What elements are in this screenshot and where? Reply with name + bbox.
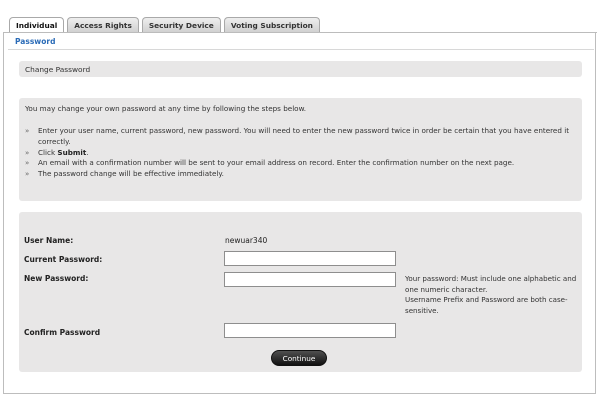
tab-bar xyxy=(9,17,320,33)
tab-access-rights[interactable]: Access Rights xyxy=(67,17,139,33)
section-title: Change Password xyxy=(25,65,91,74)
step-item xyxy=(25,158,575,169)
tab-individual[interactable]: Individual xyxy=(9,17,64,34)
step-item xyxy=(25,169,575,180)
new-password-input[interactable] xyxy=(224,272,396,287)
step-text-bold: Submit xyxy=(57,147,87,157)
confirm-password-input[interactable] xyxy=(224,323,396,338)
bullet-icon: » xyxy=(25,127,30,135)
tab-security-device[interactable]: Security Device xyxy=(142,17,221,33)
step-item xyxy=(25,126,575,148)
tab-voting-subscription[interactable]: Voting Subscription xyxy=(224,17,320,33)
new-password-label: New Password: xyxy=(24,274,89,283)
step-item xyxy=(25,148,575,159)
step-text-suffix: . xyxy=(86,147,89,157)
step-text: Enter your user name, current password, new password. You will need to enter the new password twice in order be certain that you have entered it correctly. xyxy=(38,126,570,146)
bullet-icon: » xyxy=(25,170,30,179)
bullet-icon: » xyxy=(25,148,30,157)
continue-button[interactable]: Continue xyxy=(271,350,327,366)
user-name-value: newuar340 xyxy=(225,236,268,245)
password-hint-case: Username Prefix and Password are both case-sensitive. xyxy=(405,295,568,315)
instructions-panel xyxy=(19,98,582,201)
step-text: The password change will be effective immediately. xyxy=(38,169,224,179)
instructions-steps xyxy=(25,126,575,180)
password-hint xyxy=(405,274,585,316)
subnav-divider xyxy=(8,49,594,50)
section-title-bar xyxy=(19,61,582,77)
current-password-input[interactable] xyxy=(224,251,396,266)
step-text: An email with a confirmation number will be sent to your email address on record. Enter the confirmation number on the next page. xyxy=(38,158,515,168)
password-hint-rule: Your password: Must include one alphabetic and one numeric character. xyxy=(405,274,577,294)
current-password-label: Current Password: xyxy=(24,255,103,264)
user-name-label: User Name: xyxy=(24,236,74,245)
step-text-prefix: Click xyxy=(38,147,58,157)
confirm-password-label: Confirm Password xyxy=(24,328,101,337)
subnav-password-link[interactable]: Password xyxy=(15,37,56,46)
bullet-icon: » xyxy=(25,159,30,168)
instructions-intro: You may change your own password at any time by following the steps below. xyxy=(25,104,307,113)
